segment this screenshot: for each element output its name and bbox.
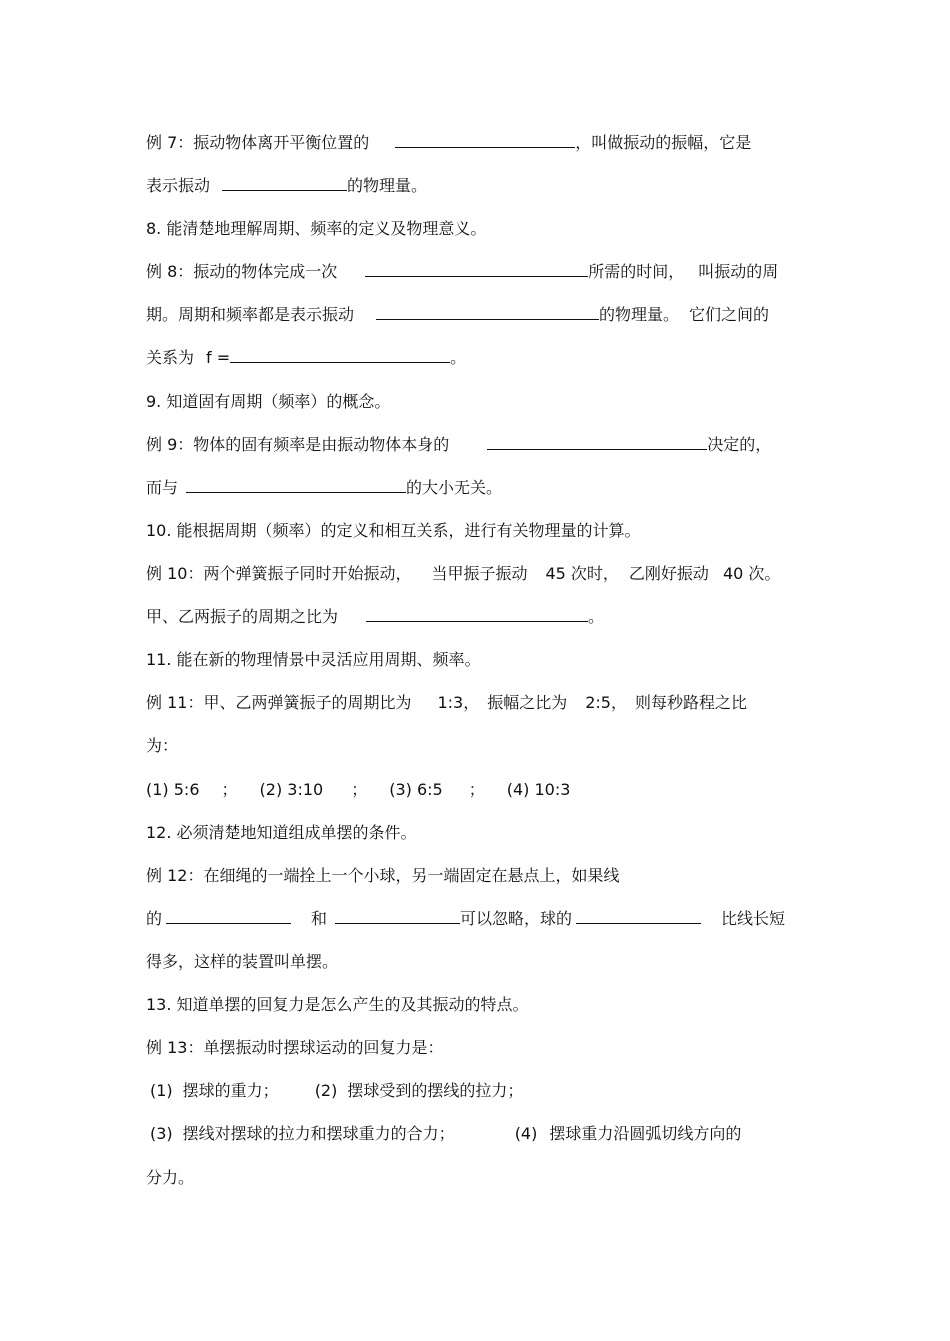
text: 例 12：在细绳的一端拴上一个小球，另一端固定在悬点上，如果线 [146,866,620,885]
text: 为： [146,736,179,755]
example-10-line-2 [146,604,810,630]
example-11-options [146,777,810,803]
option-1[interactable]: (1) 5:6 [146,780,200,799]
text: 的大小无关。 [406,478,503,497]
option-3-number[interactable]: (3) [150,1124,173,1143]
answer-blank[interactable] [230,346,450,363]
text: ； [351,780,368,799]
text: ； [221,780,238,799]
text: 它们之间的 [689,305,770,324]
example-7-line-2 [146,173,810,199]
option-4-number[interactable]: (4) [514,1124,538,1143]
option-1-text[interactable]: 摆球的重力； [182,1081,279,1100]
answer-blank[interactable] [376,303,599,320]
option-4[interactable]: (4) 10:3 [506,780,571,799]
heading-10 [146,518,810,544]
text: 关系为 [146,348,195,367]
text: 例 13：单摆振动时摆球运动的回复力是： [146,1038,444,1057]
example-7-line-1 [146,130,810,156]
answer-blank[interactable] [186,476,406,493]
example-8-line-3 [146,345,810,371]
text: 得多，这样的装置叫单摆。 [146,952,339,971]
text: 13. 知道单摆的回复力是怎么产生的及其振动的特点。 [146,995,529,1014]
example-11-line-2 [146,733,810,759]
option-2-number[interactable]: (2) [314,1081,338,1100]
text: 当甲振子振动 [431,564,528,583]
text: 例 8：振动的物体完成一次 [146,262,338,281]
text: 9. 知道固有周期（频率）的概念。 [146,392,391,411]
text: 振幅之比为 [487,693,568,712]
text: 表示振动 [146,176,211,195]
text: f = [206,348,231,367]
answer-blank[interactable] [166,907,291,924]
answer-blank[interactable] [576,907,701,924]
example-8-line-2 [146,302,810,328]
text: 例 9：物体的固有频率是由振动物体本身的 [146,435,450,454]
example-12-line-1 [146,863,810,889]
text: 40 次。 [722,564,781,583]
text: 45 次时， [545,564,619,583]
example-9-line-2 [146,475,810,501]
text: 甲、乙两振子的周期之比为 [146,607,339,626]
answer-blank[interactable] [395,131,575,148]
text: 。 [588,607,605,626]
heading-8 [146,216,810,242]
text: 叫振动的周 [698,262,779,281]
heading-9 [146,389,810,415]
answer-blank[interactable] [365,260,588,277]
heading-12 [146,820,810,846]
answer-blank[interactable] [335,907,460,924]
example-12-line-3 [146,949,810,975]
heading-11 [146,647,810,673]
text: 决定的， [707,435,772,454]
example-8-line-1 [146,259,810,285]
text: 比线长短 [721,909,786,928]
text: 的物理量。 [347,176,428,195]
example-13-line-1 [146,1035,810,1061]
option-3[interactable]: (3) 6:5 [389,780,443,799]
text: 2:5， [585,693,627,712]
text: 的物理量。 [599,305,680,324]
option-3-text[interactable]: 摆线对摆球的拉力和摆球重力的合力； [182,1124,455,1143]
example-11-line-1 [146,690,810,716]
answer-blank[interactable] [222,174,347,191]
text: 可以忽略，球的 [460,909,573,928]
heading-13 [146,992,810,1018]
text: 。 [450,348,467,367]
example-10-line-1 [146,561,830,587]
text: 12. 必须清楚地知道组成单摆的条件。 [146,823,417,842]
text: 而与 [146,478,179,497]
example-12-line-2 [146,906,810,932]
example-13-options-1 [150,1078,810,1104]
example-9-line-1 [146,432,810,458]
text: ； [468,780,485,799]
text: 乙刚好振动 [628,564,709,583]
option-2[interactable]: (2) 3:10 [259,780,324,799]
text: 10. 能根据周期（频率）的定义和相互关系，进行有关物理量的计算。 [146,521,641,540]
example-13-line-4 [146,1165,810,1191]
text: 和 [311,909,328,928]
option-2-text[interactable]: 摆球受到的摆线的拉力； [347,1081,524,1100]
text: 例 10：两个弹簧振子同时开始振动， [146,564,412,583]
text: 例 11：甲、乙两弹簧振子的周期比为 [146,693,412,712]
answer-blank[interactable] [487,433,707,450]
text: 期。周期和频率都是表示振动 [146,305,355,324]
text: 所需的时间， [588,262,685,281]
text: 11. 能在新的物理情景中灵活应用周期、频率。 [146,650,481,669]
option-1-number[interactable]: (1) [150,1081,173,1100]
text: 8. 能清楚地理解周期、频率的定义及物理意义。 [146,219,487,238]
text: 分力。 [146,1168,195,1187]
text: 例 7：振动物体离开平衡位置的 [146,133,370,152]
text: ，叫做振动的振幅，它是 [575,133,752,152]
example-13-options-2 [150,1121,810,1147]
text: 1:3， [437,693,480,712]
text: 则每秒路程之比 [635,693,748,712]
text: 的 [146,909,163,928]
answer-blank[interactable] [366,605,588,622]
option-4-text[interactable]: 摆球重力沿圆弧切线方向的 [549,1124,742,1143]
